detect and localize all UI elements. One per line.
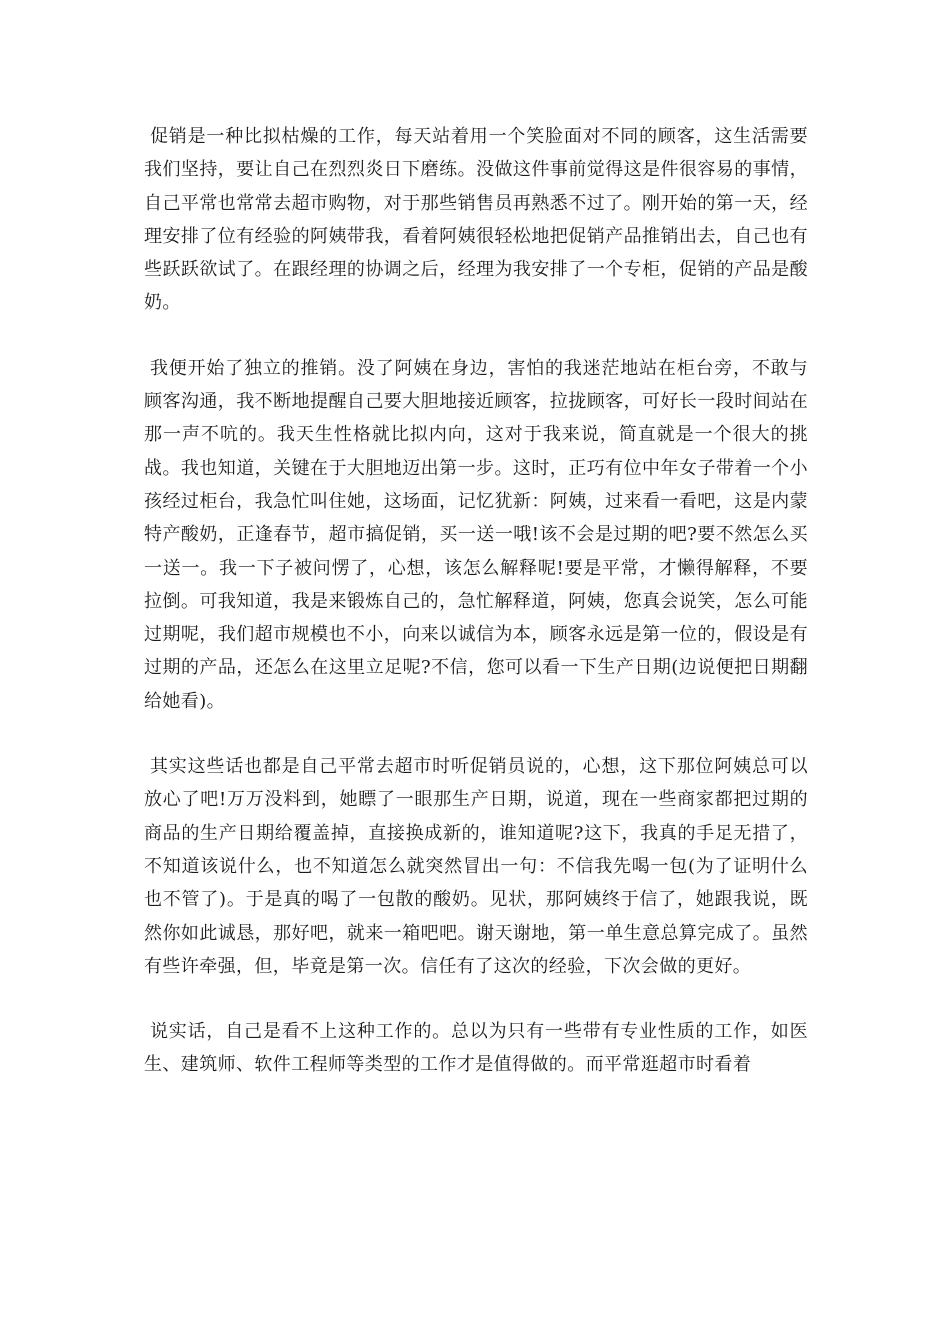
paragraph-1: 促销是一种比拟枯燥的工作，每天站着用一个笑脸面对不同的顾客，这生活需要我们坚持，要让自己在烈烈炎日下磨练。没做这件事前觉得这是件很容易的事情，自己平常也常常去超市购物，对于那些销售员再熟悉不过了。刚开始的第一天，经理安排了位有经验的阿姨带我，看着阿姨很轻松地把促销产品推销出去，自己也有些跃跃欲试了。在跟经理的协调之后，经理为我安排了一个专柜，促销的产品是酸奶。 <box>144 126 808 314</box>
document-body <box>144 120 808 1114</box>
paragraph-2: 我便开始了独立的推销。没了阿姨在身边，害怕的我迷茫地站在柜台旁，不敢与顾客沟通，我不断地提醒自己要大胆地接近顾客，拉拢顾客，可好长一段时间站在那一声不吭的。我天生性格就比拟内向，这对于我来说，简直就是一个很大的挑战。我也知道，关键在于大胆地迈出第一步。这时，正巧有位中年女子带着一个小孩经过柜台，我急忙叫住她，这场面，记忆犹新：阿姨，过来看一看吧，这是内蒙特产酸奶，正逢春节，超市搞促销，买一送一哦!该不会是过期的吧?要不然怎么买一送一。我一下子被问愣了，心想，该怎么解释呢!要是平常，才懒得解释，不要拉倒。可我知道，我是来锻炼自己的，急忙解释道，阿姨，您真会说笑，怎么可能过期呢，我们超市规模也不小，向来以诚信为本，顾客永远是第一位的，假设是有过期的产品，还怎么在这里立足呢?不信，您可以看一下生产日期(边说便把日期翻给她看)。 <box>144 357 808 712</box>
paragraph-3: 其实这些话也都是自己平常去超市时听促销员说的，心想，这下那位阿姨总可以放心了吧!万万没料到，她瞟了一眼那生产日期，说道，现在一些商家都把过期的商品的生产日期给覆盖掉，直接换成新的，谁知道呢?这下，我真的手足无措了，不知道该说什么，也不知道怎么就突然冒出一句：不信我先喝一包(为了证明什么也不管了)。于是真的喝了一包散的酸奶。见状，那阿姨终于信了，她跟我说，既然你如此诚恳，那好吧，就来一箱吧吧。谢天谢地，第一单生意总算完成了。虽然有些许牵强，但，毕竟是第一次。信任有了这次的经验，下次会做的更好。 <box>144 756 808 977</box>
paragraph-4: 说实话，自己是看不上这种工作的。总以为只有一些带有专业性质的工作，如医生、建筑师、软件工程师等类型的工作才是值得做的。而平常逛超市时看着 <box>144 1021 808 1076</box>
